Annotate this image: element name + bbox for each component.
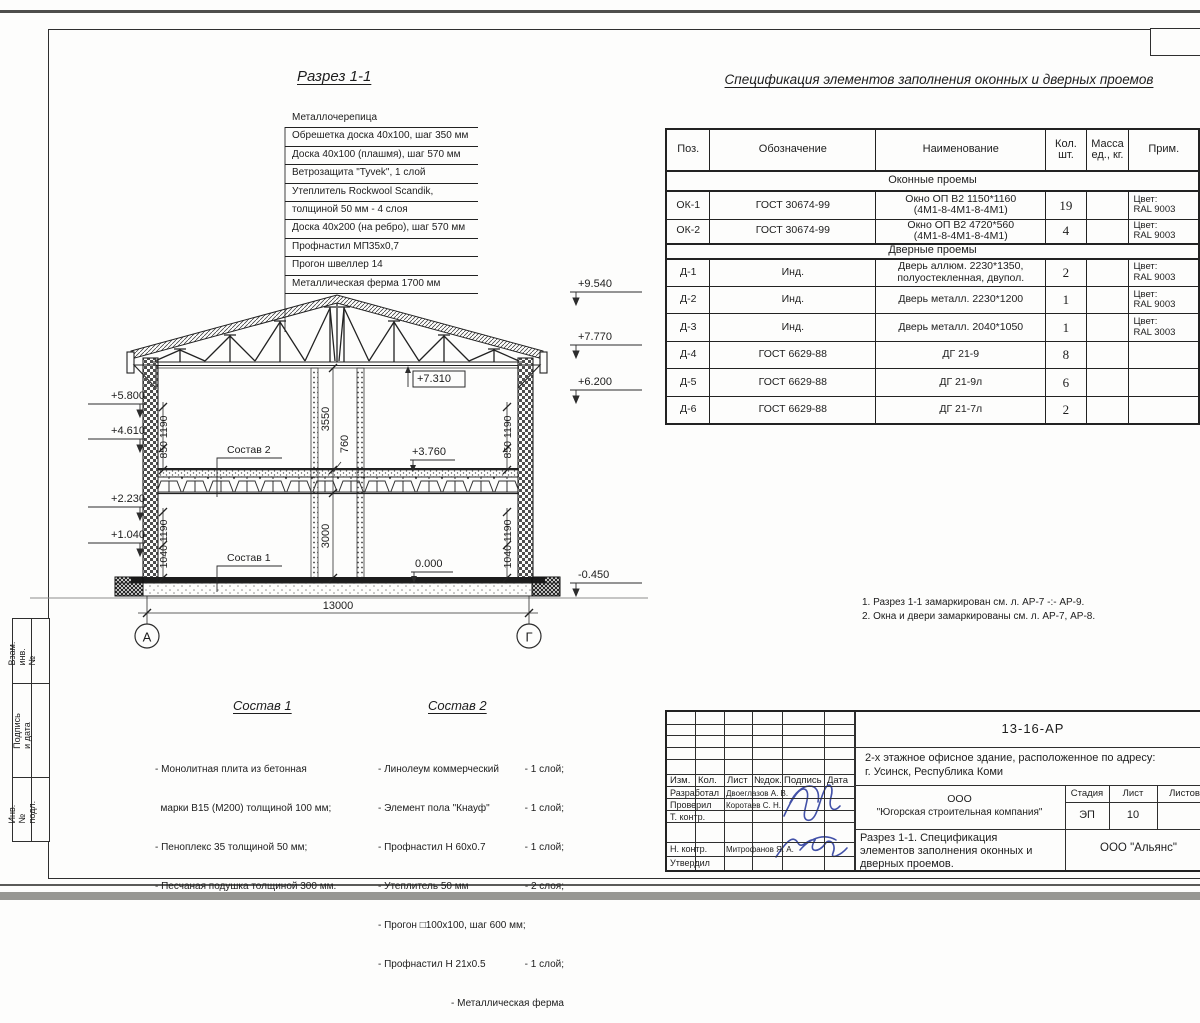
comp2-line: - Металлическая ферма bbox=[451, 998, 564, 1009]
leader-sostav2: Состав 2 bbox=[227, 444, 271, 456]
dim-height-1f: 3000 bbox=[320, 523, 332, 549]
roof-layer-item: Профнастил МП35х0,7 bbox=[285, 239, 478, 257]
tb-project-line1: 2-х этажное офисное здание, расположенное по адресу: bbox=[865, 752, 1156, 764]
dim-height-2f: 3550 bbox=[320, 406, 332, 432]
comp1-title: Состав 1 bbox=[233, 698, 292, 713]
tb-sheet-label: Лист bbox=[1122, 788, 1144, 799]
tb-project-line2: г. Усинск, Республика Коми bbox=[865, 766, 1004, 778]
roof-layer-item: Ветрозащита "Tyvek", 1 слой bbox=[285, 165, 478, 183]
comp2-line: - Элемент пола "Кнауф" - 1 слой; bbox=[378, 803, 564, 814]
comp2-title: Состав 2 bbox=[428, 698, 487, 713]
stamp-label-podpis: Подпись и дата bbox=[12, 713, 32, 749]
comp2-line: - Прогон □100х100, шаг 600 мм; bbox=[378, 920, 526, 931]
elevation-mark-ceiling2: +7.310 bbox=[417, 373, 451, 385]
roof-layer-item: Доска 40х100 (плашмя), шаг 570 мм bbox=[285, 147, 478, 165]
roof-layers-list bbox=[285, 110, 478, 294]
roof-layer-item: Металлическая ферма 1700 мм bbox=[285, 276, 478, 294]
table-row: Д-3 Инд. Дверь металл. 2040*1050 1 Цвет: RAL 3003 bbox=[666, 314, 1199, 342]
elevation-mark-floor1: 0.000 bbox=[415, 558, 443, 570]
table-row: ОК-1 ГОСТ 30674-99 Окно ОП В2 1150*1160 (4М1-8-4М1-8-4М1) 19 Цвет: RAL 9003 bbox=[666, 191, 1199, 219]
tb-sheet-value: 10 bbox=[1126, 809, 1140, 821]
tb-name: Двоеглазов А. В. bbox=[726, 789, 789, 798]
tb-col-ndok: №док. bbox=[754, 775, 782, 786]
col-header-qty: Кол. шт. bbox=[1046, 129, 1086, 171]
tb-name: Митрофанов Я. А. bbox=[726, 845, 794, 854]
comp1-line: - Пеноплекс 35 толщиной 50 мм; bbox=[155, 842, 308, 853]
tb-role: Н. контр. bbox=[670, 844, 708, 854]
table-row: Д-5 ГОСТ 6629-88 ДГ 21-9л 6 bbox=[666, 369, 1199, 397]
comp2-line: - Утеплитель 50 мм - 2 слоя; bbox=[378, 881, 564, 892]
tb-sheet-title-line3: дверных проемов. bbox=[860, 858, 954, 870]
tb-col-kol: Кол. bbox=[698, 775, 717, 786]
table-row: ОК-2 ГОСТ 30674-99 Окно ОП В2 4720*560 (4М1-8-4М1-8-4М1) 4 Цвет: RAL 9003 bbox=[666, 219, 1199, 244]
elevation-mark: +7.770 bbox=[578, 331, 612, 343]
tb-stage-value: ЭП bbox=[1079, 809, 1095, 821]
section-row-windows: Оконные проемы bbox=[666, 171, 1199, 191]
roof-layer-item: Прогон швеллер 14 bbox=[285, 257, 478, 275]
dim-span: 13000 bbox=[322, 600, 354, 612]
dim-chain-1f-left: 1040 1190 bbox=[158, 519, 170, 569]
roof-layer-item: Утеплитель Rockwool Scandik, bbox=[285, 184, 478, 202]
elevation-mark: +1.040 bbox=[111, 529, 145, 541]
comp2-list bbox=[378, 737, 564, 1023]
table-row: Д-6 ГОСТ 6629-88 ДГ 21-7л 2 bbox=[666, 397, 1199, 424]
tb-role: Т. контр. bbox=[670, 812, 706, 822]
stamp-label-inv: Инв. № подл. bbox=[7, 800, 37, 823]
comp1-line: - Песчаная подушка толщиной 300 мм. bbox=[155, 881, 337, 892]
tb-org-line1: ООО bbox=[947, 793, 972, 805]
spec-header-row bbox=[666, 129, 1199, 171]
comp2-line: - Профнастил Н 21х0.5 - 1 слой; bbox=[378, 959, 564, 970]
dim-chain-2f-right: 850 1190 bbox=[502, 415, 514, 459]
comp1-line: - Монолитная плита из бетонная bbox=[155, 764, 307, 775]
comp2-line: - Линолеум коммерческий - 1 слой; bbox=[378, 764, 564, 775]
comp1-list bbox=[155, 737, 336, 906]
col-header-pos: Поз. bbox=[666, 129, 710, 171]
note-line: 1. Разрез 1-1 замаркирован см. л. АР-7 -:- АР-9. bbox=[862, 597, 1085, 608]
elevation-mark: +4.610 bbox=[111, 425, 145, 437]
col-header-name: Наименование bbox=[876, 129, 1046, 171]
stamp-label-vzam: Взам. инв. № bbox=[7, 641, 37, 665]
roof-layer-item: толщиной 50 мм - 4 слоя bbox=[285, 202, 478, 220]
tb-col-podpis: Подпись bbox=[784, 775, 822, 786]
roof-layer-item: Доска 40х200 (на ребро), шаг 570 мм bbox=[285, 220, 478, 238]
comp1-line: марки В15 (М200) толщиной 100 мм; bbox=[155, 803, 332, 814]
tb-sheets-label: Листов bbox=[1169, 788, 1200, 799]
elevation-mark-floor2: +3.760 bbox=[412, 446, 446, 458]
title-block bbox=[665, 710, 1200, 872]
elevation-mark: +5.800 bbox=[111, 390, 145, 402]
spec-title: Спецификация элементов заполнения оконных и дверных проемов bbox=[724, 72, 1154, 87]
tb-role: Проверил bbox=[670, 800, 712, 810]
tb-org-line2: "Югорская строительная компания" bbox=[876, 807, 1043, 818]
table-row: Д-2 Инд. Дверь металл. 2230*1200 1 Цвет: RAL 9003 bbox=[666, 287, 1199, 314]
dim-chain-1f-right: 1040 1190 bbox=[502, 519, 514, 569]
tb-doc-number: 13-16-АР bbox=[1001, 721, 1065, 736]
dim-chain-2f-left: 850 1190 bbox=[158, 415, 170, 459]
section-row-doors: Дверные проемы bbox=[666, 244, 1199, 259]
elevation-mark: -0.450 bbox=[578, 569, 610, 581]
tb-role: Разработал bbox=[670, 788, 719, 798]
leader-sostav1: Состав 1 bbox=[227, 552, 271, 564]
tb-contractor: ООО "Альянс" bbox=[1100, 842, 1177, 854]
axis-bubble-a: А bbox=[142, 629, 152, 645]
tb-col-data: Дата bbox=[827, 775, 849, 786]
roof-layer-item: Металлочерепица bbox=[285, 110, 478, 128]
note-line: 2. Окна и двери замаркированы см. л. АР-7, АР-8. bbox=[862, 611, 1096, 622]
dim-floor-depth: 760 bbox=[339, 434, 351, 454]
elevation-mark: +6.200 bbox=[578, 376, 612, 388]
col-header-mass: Масса ед., кг. bbox=[1086, 129, 1129, 171]
tb-role: Утвердил bbox=[670, 858, 710, 868]
tb-sheet-title-line1: Разрез 1-1. Спецификация bbox=[860, 832, 998, 844]
section-title: Разрез 1-1 bbox=[297, 68, 372, 85]
elevation-mark: +2.230 bbox=[111, 493, 145, 505]
elevation-mark: +9.540 bbox=[578, 278, 612, 290]
tb-sheet-title-line2: элементов заполнения оконных и bbox=[860, 845, 1033, 857]
tb-col-list: Лист bbox=[727, 775, 748, 786]
axis-bubble-g: Г bbox=[525, 629, 533, 645]
col-header-desig: Обозначение bbox=[710, 129, 876, 171]
tb-col-izm: Изм. bbox=[670, 775, 691, 786]
comp2-line: - Профнастил Н 60х0.7 - 1 слой; bbox=[378, 842, 564, 853]
tb-stage-label: Стадия bbox=[1070, 788, 1104, 799]
roof-layer-item: Обрешетка доска 40х100, шаг 350 мм bbox=[285, 128, 478, 146]
spec-table bbox=[665, 128, 1200, 425]
table-row: Д-1 Инд. Дверь аллюм. 2230*1350, полуостекленная, двупол. 2 Цвет: RAL 9003 bbox=[666, 259, 1199, 287]
tb-name: Коротаев С. Н. bbox=[726, 801, 781, 810]
table-row: Д-4 ГОСТ 6629-88 ДГ 21-9 8 bbox=[666, 342, 1199, 369]
col-header-note: Прим. bbox=[1129, 129, 1199, 171]
